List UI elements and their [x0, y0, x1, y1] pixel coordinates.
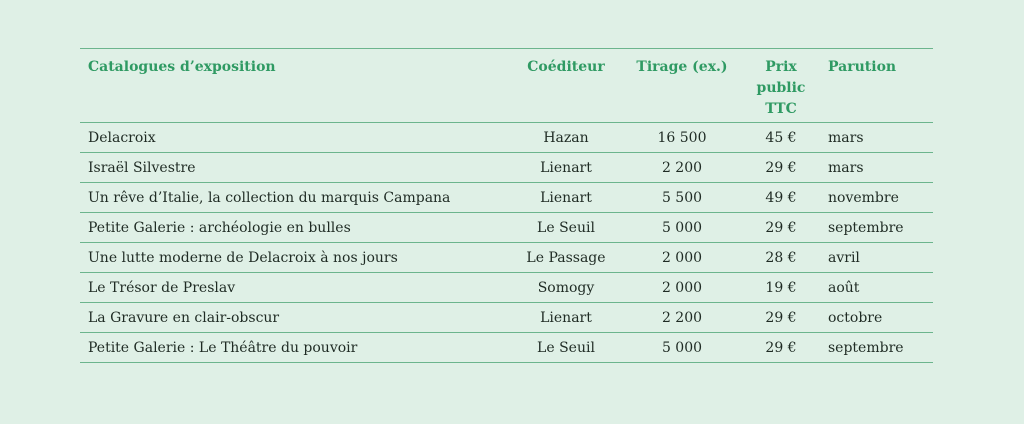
cell-parution: septembre — [820, 333, 933, 363]
table-row — [80, 153, 933, 183]
cell-coediteur: Le Seuil — [510, 333, 622, 363]
cell-prix: 45 € — [742, 123, 820, 153]
cell-title: Petite Galerie : Le Théâtre du pouvoir — [80, 333, 510, 363]
header-prix: Prix public TTC — [742, 49, 820, 123]
cell-tirage: 5 000 — [622, 333, 742, 363]
cell-parution: mars — [820, 153, 933, 183]
cell-parution: octobre — [820, 303, 933, 333]
cell-coediteur: Hazan — [510, 123, 622, 153]
cell-tirage: 2 000 — [622, 243, 742, 273]
cell-coediteur: Lienart — [510, 303, 622, 333]
cell-title: La Gravure en clair-obscur — [80, 303, 510, 333]
cell-tirage: 2 200 — [622, 303, 742, 333]
table-row — [80, 213, 933, 243]
table-row — [80, 183, 933, 213]
table-header — [80, 49, 933, 123]
cell-parution: novembre — [820, 183, 933, 213]
cell-prix: 29 € — [742, 213, 820, 243]
cell-prix: 19 € — [742, 273, 820, 303]
table-body — [80, 123, 933, 363]
cell-title: Le Trésor de Preslav — [80, 273, 510, 303]
cell-coediteur: Lienart — [510, 153, 622, 183]
table-row — [80, 333, 933, 363]
cell-prix: 29 € — [742, 303, 820, 333]
cell-coediteur: Le Seuil — [510, 213, 622, 243]
cell-title: Un rêve d’Italie, la collection du marquis Campana — [80, 183, 510, 213]
table-row — [80, 303, 933, 333]
cell-parution: août — [820, 273, 933, 303]
header-catalogue: Catalogues d’exposition — [80, 49, 510, 123]
cell-prix: 28 € — [742, 243, 820, 273]
cell-prix: 29 € — [742, 153, 820, 183]
cell-prix: 49 € — [742, 183, 820, 213]
cell-parution: mars — [820, 123, 933, 153]
cell-tirage: 16 500 — [622, 123, 742, 153]
cell-title: Delacroix — [80, 123, 510, 153]
header-parution: Parution — [820, 49, 933, 123]
catalogue-table — [80, 48, 933, 363]
header-tirage: Tirage (ex.) — [622, 49, 742, 123]
cell-prix: 29 € — [742, 333, 820, 363]
cell-parution: avril — [820, 243, 933, 273]
table-row — [80, 273, 933, 303]
cell-coediteur: Somogy — [510, 273, 622, 303]
cell-title: Une lutte moderne de Delacroix à nos jours — [80, 243, 510, 273]
table-row — [80, 243, 933, 273]
cell-title: Petite Galerie : archéologie en bulles — [80, 213, 510, 243]
header-row — [80, 49, 933, 123]
header-coediteur: Coéditeur — [510, 49, 622, 123]
cell-tirage: 5 000 — [622, 213, 742, 243]
cell-coediteur: Le Passage — [510, 243, 622, 273]
cell-tirage: 5 500 — [622, 183, 742, 213]
cell-parution: septembre — [820, 213, 933, 243]
cell-tirage: 2 200 — [622, 153, 742, 183]
table-row — [80, 123, 933, 153]
cell-title: Israël Silvestre — [80, 153, 510, 183]
cell-coediteur: Lienart — [510, 183, 622, 213]
cell-tirage: 2 000 — [622, 273, 742, 303]
